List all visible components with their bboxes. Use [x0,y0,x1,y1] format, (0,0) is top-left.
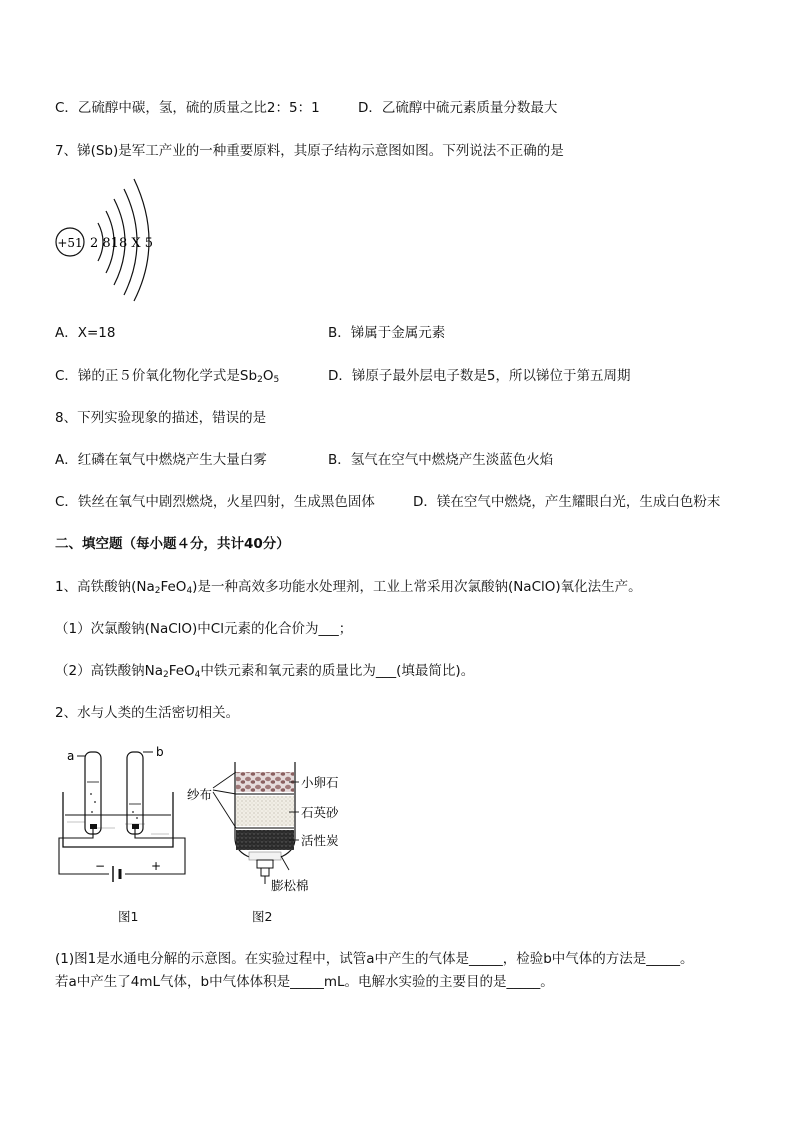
q7-option-b: B．锑属于金属元素 [328,325,446,341]
f1-part2: （2）高铁酸钠$Na_2FeO_4$中铁元素和氧元素的质量比为___(填最简比)。 [55,663,475,680]
pebble-layer [236,772,294,792]
q6-option-d: D．乙硫醇中硫元素质量分数最大 [358,100,558,116]
electrolysis-diagram [55,742,195,882]
label-cotton: 膨松棉 [271,878,309,893]
f2-part1-line1: (1)图1是水通电分解的示意图。在实验过程中，试管a中产生的气体是_____，检验b中气体的方法是_____。 [55,951,694,967]
carbon-layer [236,830,294,850]
shell-electrons: 2 818 X 5 [90,236,154,251]
nucleus-label: +51 [57,236,83,250]
atom-structure-diagram [50,175,190,305]
label-sand: 石英砂 [301,805,339,820]
tube-b [127,752,143,834]
q8-stem: 8、下列实验现象的描述，错误的是 [55,410,267,426]
electrode-b [132,824,139,829]
label-b: b [156,745,164,759]
f2-part1-line2: 若a中产生了4mL气体，b中气体体积是_____mL。电解水实验的主要目的是_____。 [55,974,554,990]
label-carbon: 活性炭 [301,833,339,848]
q7-option-d: D．锑原子最外层电子数是5，所以锑位于第五周期 [328,368,631,384]
q8-option-b: B．氢气在空气中燃烧产生淡蓝色火焰 [328,452,554,468]
water-filter-diagram [185,752,365,898]
q7-option-c: C．锑的正５价氧化物化学式是$Sb_2O_5$ [55,368,280,385]
q6-option-c: C．乙硫醇中碳，氢，硫的质量之比2：5：1 [55,100,320,116]
sand-layer [236,796,294,826]
f1-part1: （1）次氯酸钠(NaClO)中Cl元素的化合价为___； [55,621,353,637]
section-title: 二、填空题（每小题４分，共计40分） [55,536,290,552]
f1-stem: 1、高铁酸钠$(Na_2FeO_4)$是一种高效多功能水处理剂，工业上常采用次氯酸钠(NaClO)氧化法生产。 [55,579,642,596]
q7-option-a: A．X=18 [55,325,116,341]
fig1-caption: 图1 [118,909,139,924]
label-cloth: 纱布 [187,787,213,802]
cotton-layer [249,852,281,860]
tube-a [85,752,101,834]
electrode-a [90,824,97,829]
minus-sign: − [95,859,106,873]
f2-stem: 2、水与人类的生活密切相关。 [55,705,240,721]
fig2-caption: 图2 [252,909,273,924]
label-pebble: 小卵石 [301,775,339,790]
plus-sign: + [151,859,162,873]
label-a: a [67,749,75,763]
q8-option-a: A．红磷在氧气中燃烧产生大量白雾 [55,452,267,468]
q8-option-c: C．铁丝在氧气中剧烈燃烧，火星四射，生成黑色固体 [55,494,375,510]
q8-option-d: D．镁在空气中燃烧，产生耀眼白光，生成白色粉末 [413,494,721,510]
q7-stem: 7、锑(Sb)是军工产业的一种重要原料，其原子结构示意图如图。下列说法不正确的是 [55,143,564,159]
